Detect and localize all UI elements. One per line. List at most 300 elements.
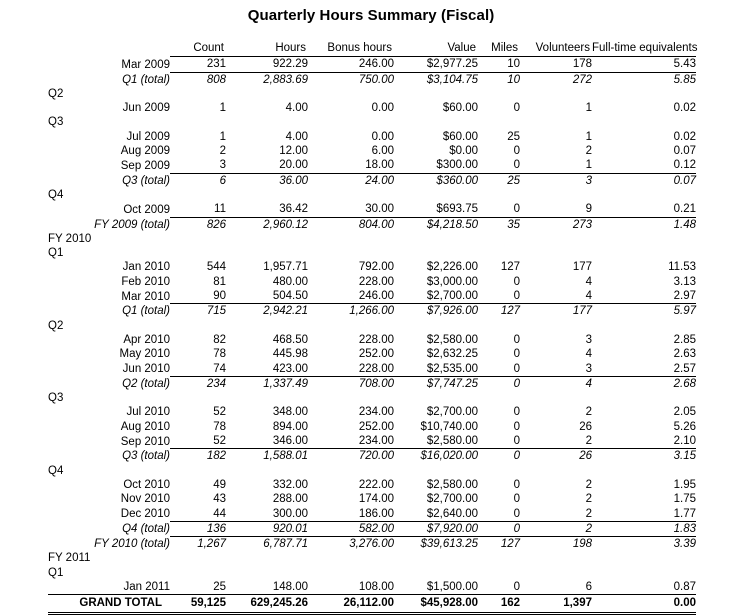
cell-full-time-equivalents xyxy=(592,232,696,246)
cell-hours xyxy=(226,115,308,129)
cell-full-time-equivalents: 5.85 xyxy=(673,73,696,86)
cell-bonus-hours xyxy=(308,188,394,202)
subtotal-row xyxy=(48,304,696,319)
cell-miles: 0 xyxy=(478,202,520,217)
cell-full-time-equivalents: 2.68 xyxy=(673,377,696,390)
cell-full-time-equivalents: 2.63 xyxy=(673,348,696,361)
cell-miles: 35 xyxy=(507,218,520,231)
cell-full-time-equivalents: 2.57 xyxy=(592,362,696,377)
cell-hours: 36.42 xyxy=(226,202,308,217)
cell-full-time-equivalents: 1.48 xyxy=(673,218,696,231)
row-label: Oct 2010 xyxy=(123,478,170,491)
cell-hours: 148.00 xyxy=(272,580,308,593)
subtotal-row xyxy=(48,521,696,536)
table-row xyxy=(48,507,696,522)
cell-count: 182 xyxy=(206,450,226,463)
cell-count: 82 xyxy=(213,333,226,346)
cell-miles: 0 xyxy=(513,377,520,390)
cell-volunteers xyxy=(520,566,592,580)
cell-full-time-equivalents: 1.75 xyxy=(673,493,696,506)
row-label-quarter: Q4 xyxy=(48,464,64,477)
row-label-fiscal-year: FY 2011 xyxy=(48,552,91,565)
cell-value: $0.00 xyxy=(449,145,478,158)
cell-volunteers: 26 xyxy=(579,450,592,463)
cell-full-time-equivalents: 2.05 xyxy=(673,406,696,419)
row-label: Sep 2009 xyxy=(120,159,170,172)
table-row xyxy=(48,492,696,506)
cell-bonus-hours: 0.00 xyxy=(371,102,394,115)
cell-volunteers: 2 xyxy=(585,406,592,419)
cell-value xyxy=(394,551,478,565)
cell-value: $10,740.00 xyxy=(420,420,478,433)
cell-full-time-equivalents: 0.02 xyxy=(673,130,696,143)
cell-volunteers: 26 xyxy=(579,420,592,433)
cell-hours: 1,957.71 xyxy=(263,261,308,274)
cell-miles: 10 xyxy=(507,73,520,86)
cell-count: 1 xyxy=(219,102,226,115)
row-label: Nov 2010 xyxy=(120,493,170,506)
cell-full-time-equivalents: 5.97 xyxy=(673,305,696,318)
row-label: GRAND TOTAL xyxy=(48,595,170,613)
cell-miles: 25 xyxy=(507,130,520,143)
cell-volunteers: 178 xyxy=(520,57,592,72)
cell-hours xyxy=(226,232,308,246)
cell-count: 3 xyxy=(170,158,226,173)
table-row xyxy=(48,158,696,173)
cell-value: $2,632.25 xyxy=(426,348,478,361)
subtotal-row xyxy=(48,72,696,87)
cell-count: 90 xyxy=(170,289,226,304)
row-label: Jul 2009 xyxy=(126,130,170,143)
cell-miles: 0 xyxy=(478,158,520,173)
cell-bonus-hours: 792.00 xyxy=(358,261,394,274)
cell-count: 74 xyxy=(170,362,226,377)
cell-volunteers: 273 xyxy=(572,218,592,231)
cell-hours: 1,588.01 xyxy=(263,450,308,463)
cell-full-time-equivalents xyxy=(592,246,696,260)
table-row xyxy=(48,101,696,115)
cell-count xyxy=(170,232,226,246)
cell-full-time-equivalents xyxy=(592,464,696,478)
row-label-quarter: Q2 xyxy=(48,319,64,332)
row-label-quarter: Q1 xyxy=(48,566,64,579)
cell-count: 49 xyxy=(213,478,226,491)
cell-value: $7,747.25 xyxy=(426,377,478,390)
cell-value: $1,500.00 xyxy=(426,580,478,593)
cell-volunteers: 4 xyxy=(520,289,592,304)
cell-miles: 0 xyxy=(513,450,520,463)
cell-value xyxy=(394,246,478,260)
cell-full-time-equivalents: 2.85 xyxy=(673,333,696,346)
cell-count: 43 xyxy=(213,493,226,506)
cell-bonus-hours xyxy=(308,391,394,405)
table-row xyxy=(48,347,696,361)
cell-hours xyxy=(226,87,308,101)
table-row xyxy=(48,434,696,449)
cell-hours: 332.00 xyxy=(272,478,308,491)
cell-count: 78 xyxy=(213,348,226,361)
cell-value: $7,926.00 xyxy=(426,305,478,318)
cell-bonus-hours xyxy=(308,246,394,260)
cell-hours: 423.00 xyxy=(226,362,308,377)
cell-count: 1,267 xyxy=(197,538,226,551)
cell-miles: 0 xyxy=(513,406,520,419)
subtotal-row xyxy=(48,449,696,464)
cell-value: $693.75 xyxy=(394,202,478,217)
cell-volunteers: 2 xyxy=(520,521,592,536)
cell-value: $60.00 xyxy=(442,130,478,143)
cell-miles: 0 xyxy=(513,580,520,593)
cell-full-time-equivalents: 5.43 xyxy=(592,57,696,72)
cell-count: 234 xyxy=(206,377,226,390)
cell-hours: 2,960.12 xyxy=(263,218,308,231)
cell-full-time-equivalents: 3.15 xyxy=(673,450,696,463)
cell-miles: 0 xyxy=(513,493,520,506)
cell-bonus-hours xyxy=(308,551,394,565)
row-label: Jun 2009 xyxy=(122,102,170,115)
cell-value: $45,928.00 xyxy=(394,595,478,613)
cell-value: $2,580.00 xyxy=(426,478,478,491)
cell-hours: 348.00 xyxy=(272,406,308,419)
row-label: Jan 2010 xyxy=(122,261,170,274)
cell-miles: 0 xyxy=(513,102,520,115)
cell-volunteers: 2 xyxy=(585,145,592,158)
row-label: Oct 2009 xyxy=(123,203,170,216)
cell-value xyxy=(394,464,478,478)
cell-full-time-equivalents: 3.13 xyxy=(673,275,696,288)
row-label: Q2 (total) xyxy=(122,377,170,390)
cell-full-time-equivalents: 0.02 xyxy=(673,102,696,115)
cell-volunteers: 4 xyxy=(585,377,592,390)
cell-full-time-equivalents: 0.12 xyxy=(592,158,696,173)
table-row xyxy=(48,275,696,289)
table-header xyxy=(48,41,696,57)
cell-full-time-equivalents: 0.07 xyxy=(673,174,696,187)
row-label: Q3 (total) xyxy=(122,174,170,187)
cell-count xyxy=(170,188,226,202)
cell-count: 715 xyxy=(206,305,226,318)
cell-count xyxy=(170,319,226,333)
quarterly-hours-table xyxy=(48,41,696,615)
cell-hours: 1,337.49 xyxy=(263,377,308,390)
cell-value: $7,920.00 xyxy=(394,521,478,536)
cell-count xyxy=(170,115,226,129)
cell-miles xyxy=(478,232,520,246)
cell-volunteers xyxy=(520,87,592,101)
cell-volunteers xyxy=(520,246,592,260)
cell-hours xyxy=(226,464,308,478)
cell-miles: 0 xyxy=(478,507,520,522)
cell-count: 136 xyxy=(170,521,226,536)
cell-value xyxy=(394,87,478,101)
cell-hours xyxy=(226,551,308,565)
cell-value: $2,640.00 xyxy=(394,507,478,522)
cell-bonus-hours: 234.00 xyxy=(358,406,394,419)
cell-count: 1 xyxy=(219,130,226,143)
cell-miles: 25 xyxy=(507,174,520,187)
table-row xyxy=(48,405,696,419)
row-label: Jun 2010 xyxy=(122,363,170,376)
cell-count xyxy=(170,551,226,565)
row-label-fiscal-year: FY 2010 xyxy=(48,232,92,245)
row-label: Sep 2010 xyxy=(120,435,170,448)
cell-volunteers: 272 xyxy=(572,73,592,86)
cell-hours: 2,942.21 xyxy=(263,305,308,318)
cell-miles: 0 xyxy=(513,478,520,491)
cell-bonus-hours: 108.00 xyxy=(358,580,394,593)
cell-count: 81 xyxy=(213,275,226,288)
cell-bonus-hours xyxy=(308,319,394,333)
quarter-group-row xyxy=(48,464,696,478)
cell-hours: 4.00 xyxy=(285,102,308,115)
cell-volunteers: 1 xyxy=(585,130,592,143)
cell-hours: 504.50 xyxy=(226,289,308,304)
cell-volunteers xyxy=(520,188,592,202)
cell-volunteers: 177 xyxy=(572,261,592,274)
cell-bonus-hours: 246.00 xyxy=(308,289,394,304)
cell-full-time-equivalents xyxy=(592,87,696,101)
cell-full-time-equivalents: 1.77 xyxy=(592,507,696,522)
cell-value: $39,613.25 xyxy=(420,538,478,551)
cell-miles: 0 xyxy=(478,362,520,377)
cell-volunteers: 1 xyxy=(585,102,592,115)
cell-volunteers: 4 xyxy=(585,348,592,361)
column-header-label xyxy=(48,41,170,57)
cell-volunteers: 198 xyxy=(572,538,592,551)
cell-volunteers: 1,397 xyxy=(520,595,592,613)
table-row xyxy=(48,478,696,492)
cell-bonus-hours xyxy=(308,232,394,246)
cell-miles xyxy=(478,464,520,478)
cell-value: $2,226.00 xyxy=(426,261,478,274)
cell-hours: 922.29 xyxy=(226,57,308,72)
cell-bonus-hours: 228.00 xyxy=(358,275,394,288)
cell-bonus-hours: 174.00 xyxy=(358,493,394,506)
cell-miles: 10 xyxy=(478,57,520,72)
cell-bonus-hours xyxy=(308,87,394,101)
subtotal-row xyxy=(48,537,696,552)
cell-volunteers xyxy=(520,319,592,333)
cell-bonus-hours: 222.00 xyxy=(358,478,394,491)
row-label: Q1 (total) xyxy=(122,305,170,318)
cell-volunteers: 9 xyxy=(520,202,592,217)
row-label: Aug 2010 xyxy=(120,420,170,433)
row-label: Apr 2010 xyxy=(123,333,170,346)
subtotal-row xyxy=(48,376,696,391)
cell-miles: 162 xyxy=(478,595,520,613)
row-label: Dec 2010 xyxy=(120,508,170,520)
column-header-full-time-equivalents: Full-time equivalents xyxy=(592,41,696,57)
cell-miles xyxy=(478,87,520,101)
cell-volunteers xyxy=(520,551,592,565)
row-label: Q3 (total) xyxy=(122,450,170,463)
cell-full-time-equivalents: 0.07 xyxy=(673,145,696,158)
cell-count xyxy=(170,566,226,580)
cell-value: $3,000.00 xyxy=(426,275,478,288)
quarter-group-row xyxy=(48,115,696,129)
cell-count: 544 xyxy=(206,261,226,274)
cell-full-time-equivalents: 2.10 xyxy=(592,434,696,449)
row-label: Feb 2010 xyxy=(121,275,170,288)
cell-volunteers: 2 xyxy=(520,507,592,522)
cell-value: $300.00 xyxy=(394,158,478,173)
cell-count: 59,125 xyxy=(170,595,226,613)
cell-bonus-hours: 18.00 xyxy=(308,158,394,173)
cell-full-time-equivalents: 11.53 xyxy=(668,261,696,274)
cell-value xyxy=(394,566,478,580)
row-label: Jul 2010 xyxy=(126,406,170,419)
cell-miles xyxy=(478,551,520,565)
table-row xyxy=(48,57,696,72)
column-header-bonus-hours: Bonus hours xyxy=(308,41,394,57)
cell-bonus-hours: 228.00 xyxy=(308,362,394,377)
cell-full-time-equivalents xyxy=(592,188,696,202)
cell-count: 6 xyxy=(219,174,226,187)
cell-hours xyxy=(226,566,308,580)
quarter-group-row xyxy=(48,188,696,202)
cell-hours: 20.00 xyxy=(226,158,308,173)
quarter-group-row xyxy=(48,391,696,405)
cell-miles: 0 xyxy=(513,145,520,158)
cell-full-time-equivalents: 3.39 xyxy=(673,538,696,551)
cell-bonus-hours: 3,276.00 xyxy=(349,538,394,551)
cell-bonus-hours: 234.00 xyxy=(308,434,394,449)
cell-value: $3,104.75 xyxy=(426,73,478,86)
cell-count: 52 xyxy=(213,406,226,419)
cell-bonus-hours: 30.00 xyxy=(308,202,394,217)
cell-bonus-hours: 750.00 xyxy=(358,73,394,86)
cell-miles: 0 xyxy=(513,420,520,433)
cell-count: 826 xyxy=(206,218,226,231)
table-row xyxy=(48,580,696,595)
cell-count: 808 xyxy=(206,73,226,86)
cell-value: $360.00 xyxy=(436,174,478,187)
cell-volunteers: 6 xyxy=(585,580,592,593)
cell-miles: 127 xyxy=(500,261,520,274)
cell-bonus-hours: 1,266.00 xyxy=(349,305,394,318)
cell-value: $2,580.00 xyxy=(426,333,478,346)
cell-full-time-equivalents xyxy=(592,566,696,580)
cell-bonus-hours: 582.00 xyxy=(308,521,394,536)
cell-miles xyxy=(478,391,520,405)
cell-full-time-equivalents: 0.87 xyxy=(673,580,696,593)
cell-hours: 2,883.69 xyxy=(263,73,308,86)
cell-hours: 468.50 xyxy=(272,333,308,346)
cell-value: $2,977.25 xyxy=(394,57,478,72)
cell-bonus-hours: 252.00 xyxy=(358,420,394,433)
cell-volunteers: 4 xyxy=(585,275,592,288)
cell-volunteers: 3 xyxy=(585,174,592,187)
cell-volunteers: 2 xyxy=(585,493,592,506)
table-row xyxy=(48,144,696,158)
cell-volunteers xyxy=(520,115,592,129)
page-title: Quarterly Hours Summary (Fiscal) xyxy=(247,7,495,24)
column-header-volunteers: Volunteers xyxy=(520,41,592,57)
cell-count: 78 xyxy=(213,420,226,433)
cell-hours: 346.00 xyxy=(226,434,308,449)
cell-bonus-hours: 26,112.00 xyxy=(308,595,394,613)
table-row xyxy=(48,202,696,217)
cell-full-time-equivalents: 0.21 xyxy=(592,202,696,217)
cell-full-time-equivalents xyxy=(592,551,696,565)
cell-value: $2,700.00 xyxy=(426,406,478,419)
cell-bonus-hours: 24.00 xyxy=(365,174,394,187)
cell-value xyxy=(394,391,478,405)
table-row xyxy=(48,130,696,144)
cell-bonus-hours: 720.00 xyxy=(358,450,394,463)
cell-value xyxy=(394,115,478,129)
row-label: Jan 2011 xyxy=(123,580,170,593)
fiscal-year-group-row xyxy=(48,551,696,565)
cell-bonus-hours xyxy=(308,464,394,478)
cell-volunteers xyxy=(520,464,592,478)
cell-bonus-hours xyxy=(308,566,394,580)
cell-count xyxy=(170,391,226,405)
cell-value: $2,580.00 xyxy=(394,434,478,449)
cell-full-time-equivalents: 2.97 xyxy=(592,289,696,304)
table-row xyxy=(48,289,696,304)
table-row xyxy=(48,362,696,377)
row-label: Mar 2010 xyxy=(121,290,170,303)
cell-bonus-hours: 708.00 xyxy=(358,377,394,390)
column-header-count: Count xyxy=(170,41,226,57)
cell-hours: 445.98 xyxy=(272,348,308,361)
cell-hours: 894.00 xyxy=(272,420,308,433)
cell-hours: 288.00 xyxy=(272,493,308,506)
cell-hours: 6,787.71 xyxy=(263,538,308,551)
cell-hours: 920.01 xyxy=(226,521,308,536)
cell-value: $2,700.00 xyxy=(426,493,478,506)
cell-full-time-equivalents xyxy=(592,115,696,129)
column-header-miles: Miles xyxy=(478,41,520,57)
row-label: FY 2009 (total) xyxy=(94,218,170,231)
cell-miles: 0 xyxy=(513,275,520,288)
quarter-group-row xyxy=(48,87,696,101)
subtotal-row xyxy=(48,217,696,232)
row-label-quarter: Q4 xyxy=(48,188,64,201)
quarter-group-row xyxy=(48,319,696,333)
row-label: FY 2010 (total) xyxy=(94,538,170,551)
cell-value: $60.00 xyxy=(442,102,478,115)
cell-bonus-hours: 228.00 xyxy=(358,333,394,346)
cell-value: $2,535.00 xyxy=(394,362,478,377)
cell-hours: 12.00 xyxy=(279,145,308,158)
table-row xyxy=(48,333,696,347)
cell-count: 11 xyxy=(170,202,226,217)
cell-miles: 0 xyxy=(513,333,520,346)
cell-value: $4,218.50 xyxy=(426,218,478,231)
cell-count: 231 xyxy=(170,57,226,72)
cell-value: $2,700.00 xyxy=(394,289,478,304)
cell-volunteers xyxy=(520,391,592,405)
table-row xyxy=(48,420,696,434)
row-label: Aug 2009 xyxy=(120,145,170,158)
grand-total-row xyxy=(48,595,696,613)
cell-bonus-hours: 186.00 xyxy=(308,507,394,522)
cell-bonus-hours: 252.00 xyxy=(358,348,394,361)
cell-hours xyxy=(226,319,308,333)
row-label: May 2010 xyxy=(119,348,170,361)
table-body xyxy=(48,57,696,613)
cell-miles: 0 xyxy=(513,348,520,361)
cell-bonus-hours xyxy=(308,115,394,129)
cell-full-time-equivalents: 1.83 xyxy=(592,521,696,536)
cell-count xyxy=(170,464,226,478)
row-label-quarter: Q1 xyxy=(48,247,64,260)
cell-value xyxy=(394,319,478,333)
quarter-group-row xyxy=(48,566,696,580)
cell-full-time-equivalents: 0.00 xyxy=(592,595,696,613)
